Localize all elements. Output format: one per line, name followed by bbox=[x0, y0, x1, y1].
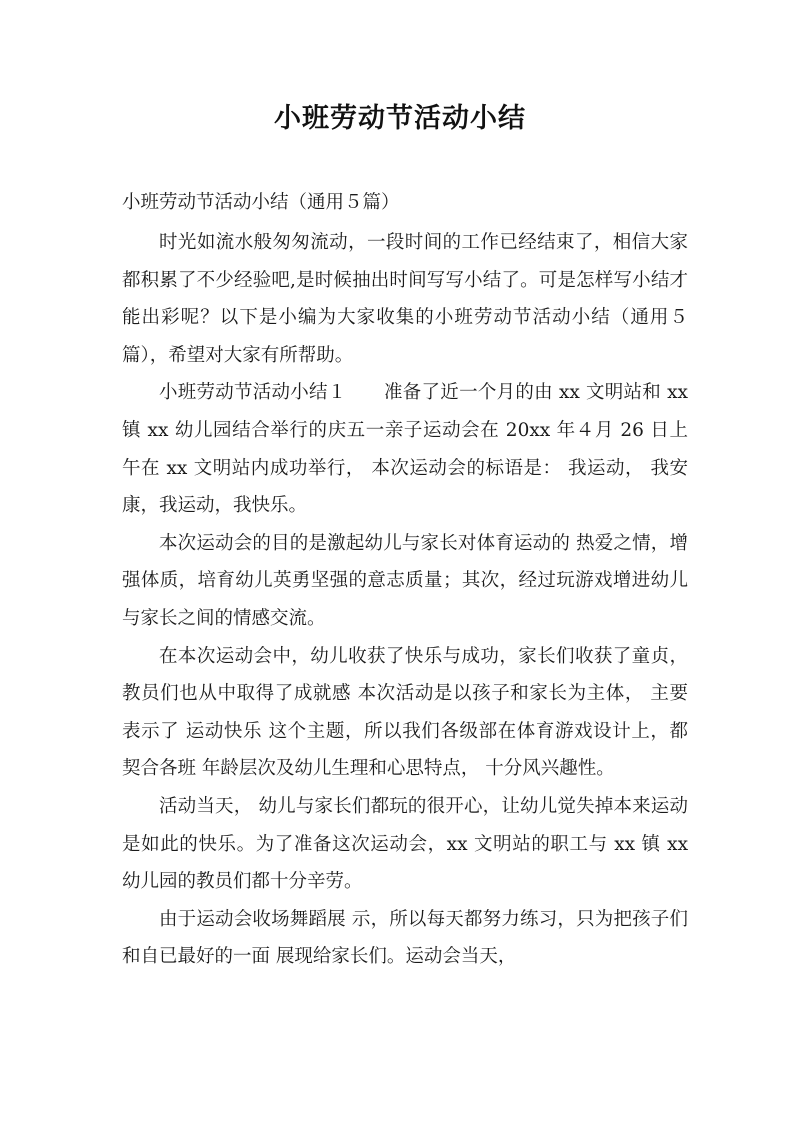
paragraph: 由于运动会收场舞蹈展 示，所以每天都努力练习，只为把孩子们和自已最好的一面 展现给家长们。运动会当天， bbox=[122, 908, 688, 968]
paragraph: 时光如流水般匆匆流动，一段时间的工作已经结束了，相信大家都积累了不少经验吧,是时候抽出时间写写小结了。可是怎样写小结才能出彩呢？以下是小编为大家收集的小班劳动节活动小结（通用５篇），希望对大家有所帮助。 bbox=[122, 232, 688, 366]
document-title: 小班劳动节活动小结 bbox=[274, 103, 526, 134]
paragraph: 在本次运动会中，幼儿收获了快乐与成功，家长们收获了童贞，教员们也从中取得了成就感 本次活动是以孩子和家长为主体， 主要表示了 运动快乐 这个主题，所以我们各级部在体育游戏设计上，都契合各班 年龄层次及幼儿生理和心思特点， 十分风兴趣性。 bbox=[122, 645, 688, 780]
document-subtitle: 小班劳动节活动小结（通用５篇） bbox=[122, 192, 400, 213]
paragraph: 小班劳动节活动小结１ 准备了近一个月的由 xx 文明站和 xx 镇 xx 幼儿园结合举行的庆五一亲子运动会在 20xx 年４月 26 日上 午在 xx 文明站内成功举行， 本次运动会的标语是： 我运动， 我安康，我运动，我快乐。 bbox=[122, 382, 688, 517]
paragraph: 活动当天， 幼儿与家长们都玩的很开心，让幼儿觉失掉本来运动是如此的快乐。为了准备这次运动会，xx 文明站的职工与 xx 镇 xx 幼儿园的教员们都十分辛劳。 bbox=[122, 795, 688, 893]
document-body bbox=[122, 224, 688, 976]
paragraph: 本次运动会的目的是激起幼儿与家长对体育运动的 热爱之情，增强体质，培育幼儿英勇坚强的意志质量；其次，经过玩游戏增进幼儿与家长之间的情感交流。 bbox=[122, 532, 688, 629]
